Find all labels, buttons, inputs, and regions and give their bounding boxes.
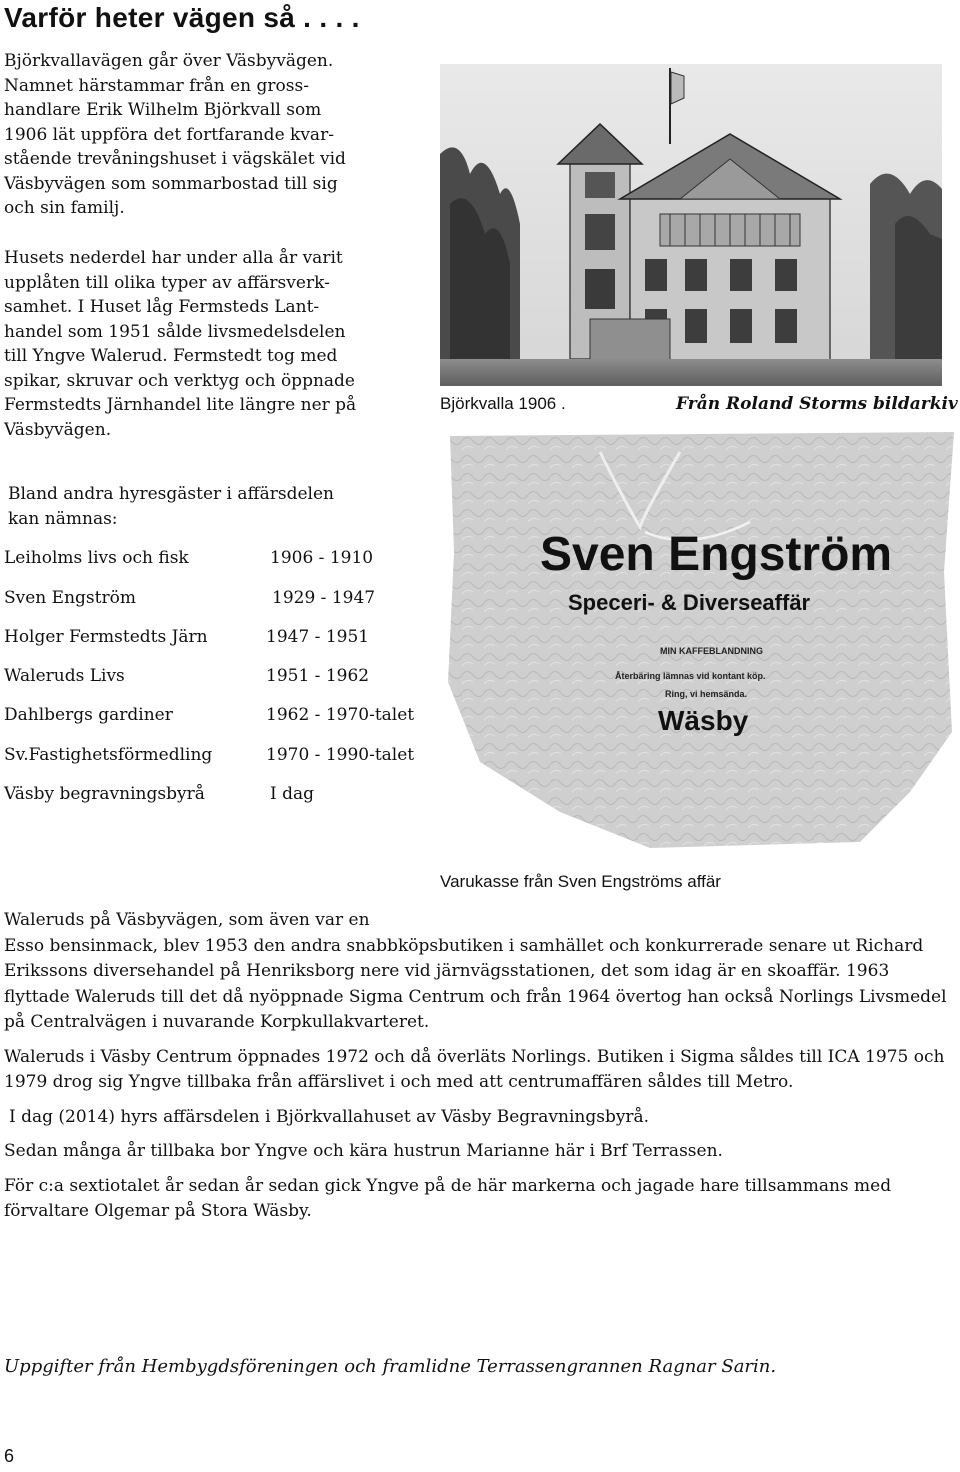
- tenant-period: 1947 - 1951: [266, 627, 370, 647]
- bag-photo-drawing: [440, 432, 960, 854]
- tenant-name: Holger Fermstedts Järn: [4, 627, 208, 647]
- paragraph: För c:a sextiotalet år sedan år sedan gick Yngve på de här markerna och jagade hare tillsammans med förvaltare Olgemar på Stora Wäsby.: [4, 1175, 892, 1221]
- text-line: Bland andra hyresgäster i affärsdelen: [8, 484, 334, 504]
- tenant-name: Sven Engström: [4, 588, 136, 608]
- sources-note: Uppgifter från Hembygdsföreningen och framlidne Terrassengrannen Ragnar Sarin.: [4, 1356, 777, 1377]
- text-line: spikar, skruvar och verktyg och öppnade: [4, 370, 355, 391]
- paragraph: [4, 908, 954, 1036]
- text-line: Namnet härstammar från en gross-: [4, 75, 309, 96]
- bag-print-line3: Ring, vi hemsända.: [665, 689, 748, 699]
- page-number: 6: [4, 1446, 15, 1466]
- page-title: Varför heter vägen så . . . .: [4, 2, 360, 33]
- text-line: samhet. I Huset låg Fermsteds Lant-: [4, 297, 320, 317]
- tenants-intro: [8, 482, 334, 531]
- text-line: Väsbyvägen som sommarbostad till sig: [4, 173, 338, 194]
- tenant-name: Dahlbergs gardiner: [4, 705, 173, 725]
- tenant-period: 1906 - 1910: [270, 548, 374, 568]
- house-photo-drawing: [440, 64, 942, 386]
- text-line: 1906 lät uppföra det fortfarande kvar-: [4, 124, 334, 145]
- tenant-period: I dag: [270, 784, 315, 804]
- tenant-name: Waleruds Livs: [4, 666, 125, 686]
- bag-print-town: Wäsby: [658, 705, 749, 736]
- bottom-text: [4, 908, 954, 1234]
- tenant-period: 1951 - 1962: [266, 666, 370, 686]
- text-line: Waleruds på Väsbyvägen, som även var en: [4, 910, 370, 930]
- paragraph: I dag (2014) hyrs affärsdelen i Björkvallahuset av Väsby Begravningsbyrå.: [9, 1106, 650, 1127]
- tenant-period: 1929 - 1947: [272, 588, 376, 608]
- bag-photo: [440, 432, 960, 854]
- bag-print-line2: Återbäring lämnas vid kontant köp.: [615, 671, 766, 681]
- house-photo: [440, 64, 942, 386]
- bag-print-line1: MIN KAFFEBLANDNING: [660, 646, 763, 656]
- text-line: handel som 1951 sålde livsmedelsdelen: [4, 321, 346, 342]
- text-line: Björkvallavägen går över Väsbyvägen.: [4, 51, 334, 71]
- bag-print-subtitle: Speceri- & Diverseaffär: [568, 590, 811, 615]
- tenant-period: 1970 - 1990-talet: [266, 745, 415, 765]
- text-line: upplåten till olika typer av affärsverk-: [4, 272, 330, 293]
- tenant-period: 1962 - 1970-talet: [266, 705, 415, 725]
- text-line: till Yngve Walerud. Fermstedt tog med: [4, 346, 338, 366]
- tenant-name: Väsby begravningsbyrå: [4, 784, 205, 804]
- bag-print-name: Sven Engström: [540, 528, 893, 581]
- paragraph: Waleruds i Väsby Centrum öppnades 1972 och då överläts Norlings. Butiken i Sigma såldes till ICA 1975 och 1979 drog sig Yngve tillbaka från affärslivet i och med att centrumaffären såldes till Metro.: [4, 1046, 945, 1092]
- text-line: Väsbyvägen.: [4, 419, 112, 440]
- text-line: stående trevåningshuset i vägskälet vid: [4, 149, 346, 169]
- house-photo-caption: Björkvalla 1906 .: [440, 394, 566, 413]
- tenant-name: Leiholms livs och fisk: [4, 548, 189, 568]
- text-line: Fermstedts Järnhandel lite längre ner på: [4, 395, 357, 415]
- history-paragraph: [4, 246, 356, 442]
- paragraph: Sedan många år tillbaka bor Yngve och kära hustrun Marianne här i Brf Terrassen.: [4, 1141, 723, 1161]
- text-line: kan nämnas:: [8, 508, 118, 529]
- tenant-name: Sv.Fastighetsförmedling: [4, 745, 213, 765]
- intro-paragraph: [4, 49, 346, 221]
- text-line: handlare Erik Wilhelm Björkvall som: [4, 100, 322, 120]
- house-photo-credit: Från Roland Storms bildarkiv: [676, 394, 958, 414]
- bag-photo-caption: Varukasse från Sven Engströms affär: [440, 872, 721, 891]
- text-block: Esso bensinmack, blev 1953 den andra snabbköpsbutiken i samhället och konkurrerade senare ut Richard Erikssons diversehandel på Henriksborg nere vid järnvägsstationen, det som idag är en skoaffär. 1963 flyttade Waleruds till det då nyöppnade Sigma Centrum och från 1964 övertog han också Norlings Livsmedel på Centralvägen i nuvarande Korpkullakvarteret.: [4, 935, 947, 1032]
- text-line: och sin familj.: [4, 198, 125, 218]
- text-line: Husets nederdel har under alla år varit: [4, 248, 343, 268]
